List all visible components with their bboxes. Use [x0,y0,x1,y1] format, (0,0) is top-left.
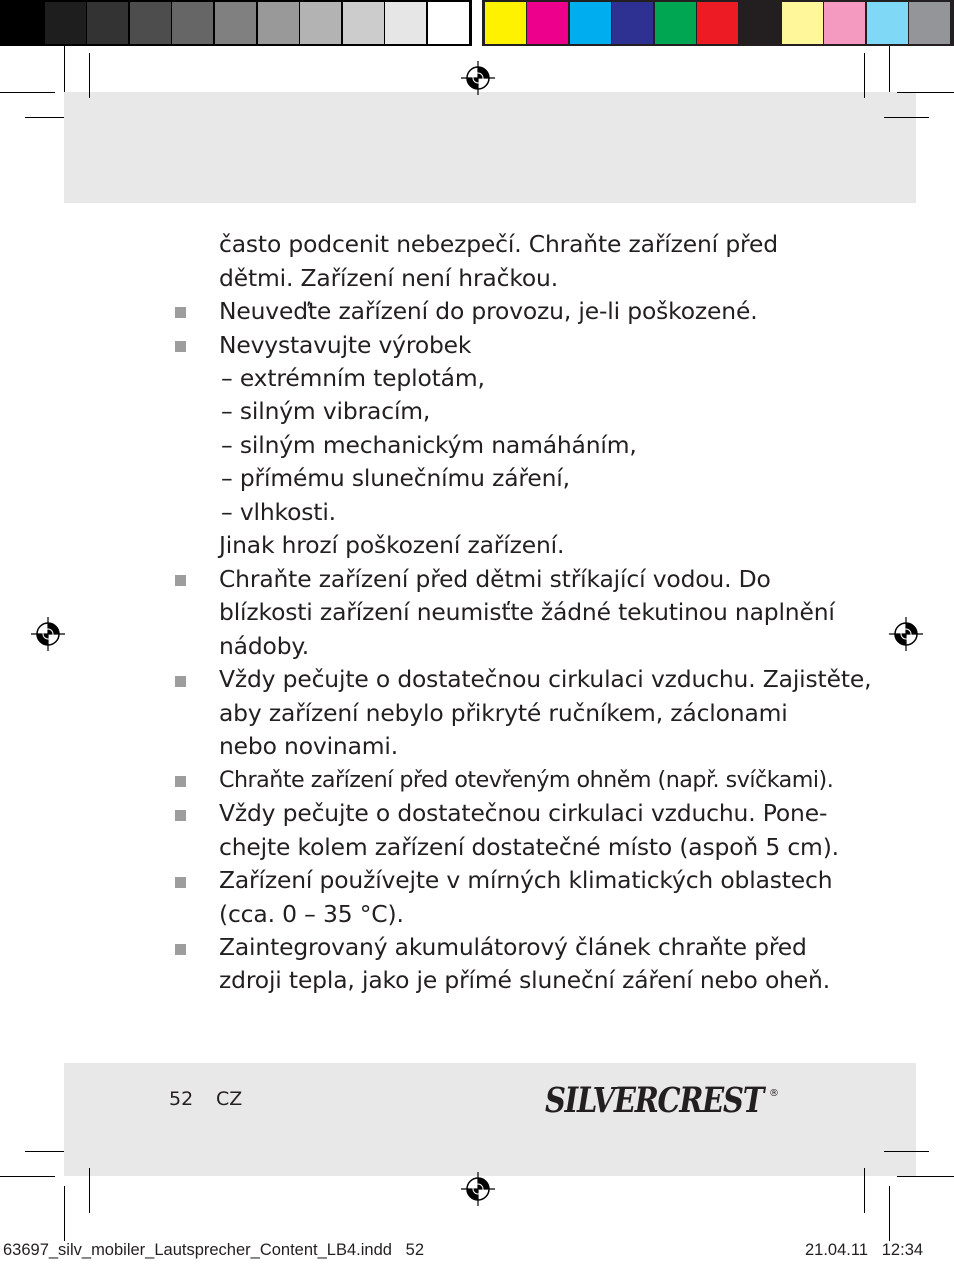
color-swatch [697,2,738,44]
crop-mark [884,1151,929,1152]
text-line: Neuveďte zařízení do provozu, je-li poškozené. [219,297,758,325]
list-item: – vlhkosti. [221,498,336,526]
grey-swatch [2,2,43,44]
text-line: (cca. 0 – 35 °C). [219,900,404,928]
language-code: CZ [216,1088,243,1110]
crop-mark [864,1168,865,1213]
bullet-icon [175,776,186,787]
text-line: Vždy pečujte o dostatečnou cirkulaci vzduchu. Zajistěte, [219,665,872,693]
footer-panel [64,1063,916,1176]
color-swatch [909,2,950,44]
color-calibration-bar [0,0,954,46]
bullet-icon [175,877,186,888]
crop-mark [64,1186,65,1241]
bullet-icon [175,341,186,352]
registration-mark-icon [31,617,65,651]
grey-swatch [172,2,213,44]
crop-mark [897,92,954,93]
text-line: Nevystavujte výrobek [219,331,472,359]
slug-filename: 63697_silv_mobiler_Lautsprecher_Content_LB4.indd 52 [3,1241,425,1259]
text-line: chejte kolem zařízení dostatečné místo (aspoň 5 cm). [219,833,839,861]
registration-mark-icon [889,617,923,651]
crop-mark [89,53,90,98]
crop-mark [889,1186,890,1241]
logo-registered: ® [769,1088,779,1099]
text-line: Chraňte zařízení před otevřeným ohněm (např. svíčkami). [219,767,834,793]
crop-mark [0,92,55,93]
text-line: Vždy pečujte o dostatečnou cirkulaci vzduchu. Pone- [219,799,828,827]
color-swatch [739,2,780,44]
text-line: nebo novinami. [219,732,399,760]
crop-mark [884,117,929,118]
registration-mark-icon [461,61,495,95]
registration-mark-icon [461,1172,495,1206]
color-swatch [824,2,865,44]
bullet-icon [175,307,186,318]
grey-swatch [258,2,299,44]
text-line: nádoby. [219,632,310,660]
text-line: Chraňte zařízení před dětmi stříkající vodou. Do [219,565,771,593]
text-line: zdroji tepla, jako je přímé sluneční záření nebo oheň. [219,966,830,994]
text-line: blízkosti zařízení neumisťte žádné tekutinou naplnění [219,598,835,626]
crop-mark [25,117,64,118]
crop-mark [89,1168,90,1213]
crop-mark [864,53,865,98]
text-line: Zařízení používejte v mírných klimatických oblastech [219,866,833,894]
color-swatch [527,2,568,44]
grey-swatch [45,2,86,44]
grey-swatch [428,2,469,44]
grey-swatch [300,2,341,44]
list-item: – přímému slunečnímu záření, [221,464,570,492]
crop-mark [897,1176,954,1177]
color-swatch [655,2,696,44]
text-line: dětmi. Zařízení není hračkou. [219,264,559,292]
color-swatch [782,2,823,44]
grey-swatch [130,2,171,44]
page-number: 52 [169,1088,194,1110]
color-swatch [867,2,908,44]
text-line: Jinak hrozí poškození zařízení. [219,531,565,559]
list-item: – silným mechanickým namáháním, [221,431,637,459]
crop-mark [0,1176,55,1177]
bullet-icon [175,676,186,687]
text-line: Zaintegrovaný akumulátorový článek chraňte před [219,933,807,961]
color-swatch [485,2,526,44]
grey-swatch [215,2,256,44]
grey-swatch [87,2,128,44]
crop-mark [64,46,65,92]
grey-swatch [343,2,384,44]
text-line: často podcenit nebezpečí. Chraňte zařízení před [219,230,778,258]
grey-swatch [385,2,426,44]
color-swatch [570,2,611,44]
bullet-icon [175,810,186,821]
list-item: – extrémním teplotám, [221,364,485,392]
header-panel [64,92,916,203]
crop-mark [889,46,890,92]
logo-text: SILVERCREST [545,1080,767,1119]
crop-mark [25,1151,64,1152]
text-line: aby zařízení nebylo přikryté ručníkem, záclonami [219,699,788,727]
list-item: – silným vibracím, [221,397,431,425]
bullet-icon [175,944,186,955]
silvercrest-logo [545,1079,780,1119]
bullet-icon [175,575,186,586]
slug-date: 21.04.11 12:34 [805,1241,924,1259]
color-swatch [612,2,653,44]
